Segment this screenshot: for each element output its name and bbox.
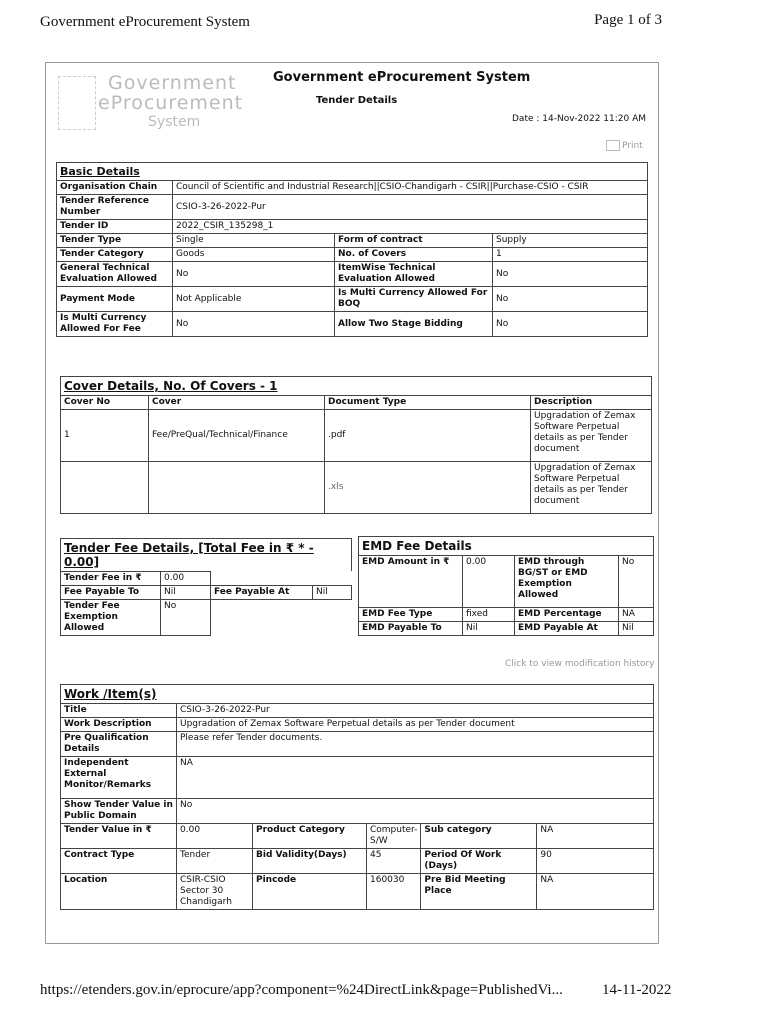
subcat-value: NA	[537, 824, 654, 849]
emd-fee-heading: EMD Fee Details	[358, 536, 654, 555]
fee-label: Tender Fee in ₹	[61, 572, 161, 586]
printer-icon	[606, 140, 620, 151]
page-header-site: Government eProcurement System	[40, 14, 250, 30]
table-row	[61, 586, 352, 600]
emd-payat-label: EMD Payable At	[515, 622, 619, 636]
table-row	[61, 874, 654, 910]
pincode-label: Pincode	[253, 874, 367, 910]
tender-fee-heading: Tender Fee Details, [Total Fee in ₹ * - 0.00]	[60, 538, 352, 571]
cover-details-section	[60, 376, 652, 514]
tender-fee-section	[60, 538, 352, 636]
table-row	[61, 600, 352, 636]
category-label: Tender Category	[57, 248, 173, 262]
fee-payat-label: Fee Payable At	[211, 586, 313, 600]
type-label: Tender Type	[57, 234, 173, 248]
table-row	[61, 799, 654, 824]
period-label: Period Of Work (Days)	[421, 849, 537, 874]
table-row	[57, 312, 648, 337]
table-row	[57, 248, 648, 262]
iwte-value: No	[493, 262, 648, 287]
tender-value-label: Tender Value in ₹	[61, 824, 177, 849]
location-value: CSIR-CSIO Sector 30 Chandigarh	[177, 874, 253, 910]
page-number: Page 1 of 3	[594, 12, 662, 28]
emd-type-value: fixed	[463, 608, 515, 622]
emd-through-value: No	[619, 556, 654, 608]
emblem-icon	[58, 76, 96, 130]
table-header-row	[61, 396, 652, 410]
fee-exempt-label: Tender Fee Exemption Allowed	[61, 600, 161, 636]
prebid-value: NA	[537, 874, 654, 910]
emd-fee-section	[358, 536, 654, 636]
table-row	[61, 718, 654, 732]
mcfee-label: Is Multi Currency Allowed For Fee	[57, 312, 173, 337]
gte-label: General Technical Evaluation Allowed	[57, 262, 173, 287]
table-row	[57, 262, 648, 287]
type-value: Single	[173, 234, 335, 248]
pincode-value: 160030	[367, 874, 421, 910]
show-value-value: No	[177, 799, 654, 824]
cover-details-table	[60, 395, 652, 514]
col-cover: Cover	[149, 396, 325, 410]
table-row	[57, 181, 648, 195]
cover-no-cell	[61, 462, 149, 514]
period-value: 90	[537, 849, 654, 874]
contract-value: Supply	[493, 234, 648, 248]
fee-payat-value: Nil	[313, 586, 352, 600]
cover-cell: Fee/PreQual/Technical/Finance	[149, 410, 325, 462]
logo-line-1: Government	[108, 72, 237, 94]
emd-payto-label: EMD Payable To	[359, 622, 463, 636]
ref-value: CSIO-3-26-2022-Pur	[173, 195, 648, 220]
location-label: Location	[61, 874, 177, 910]
report-date: Date : 14-Nov-2022 11:20 AM	[512, 114, 647, 124]
work-desc-value: Upgradation of Zemax Software Perpetual details as per Tender document	[177, 718, 654, 732]
table-row	[359, 608, 654, 622]
col-description: Description	[531, 396, 652, 410]
page-subtitle: Tender Details	[316, 95, 398, 106]
work-desc-label: Work Description	[61, 718, 177, 732]
table-row	[61, 849, 654, 874]
fee-value: 0.00	[161, 572, 211, 586]
bidval-value: 45	[367, 849, 421, 874]
ctype-label: Contract Type	[61, 849, 177, 874]
logo-line-3: System	[148, 114, 201, 130]
mcboq-label: Is Multi Currency Allowed For BOQ	[335, 287, 493, 312]
table-row	[57, 234, 648, 248]
table-row	[61, 704, 654, 718]
footer-url: https://etenders.gov.in/eprocure/app?component=%24DirectLink&page=PublishedVi...	[40, 982, 563, 998]
title-value: CSIO-3-26-2022-Pur	[177, 704, 654, 718]
basic-details-heading: Basic Details	[56, 162, 648, 180]
emd-type-label: EMD Fee Type	[359, 608, 463, 622]
doc-type-cell: .xls	[325, 462, 531, 514]
table-row	[61, 572, 352, 586]
ref-label: Tender Reference Number	[57, 195, 173, 220]
fee-exempt-value: No	[161, 600, 211, 636]
subcat-label: Sub category	[421, 824, 537, 849]
tender-value-value: 0.00	[177, 824, 253, 849]
tender-fee-table	[60, 571, 352, 636]
table-row	[359, 622, 654, 636]
table-row	[61, 824, 654, 849]
cover-no-cell: 1	[61, 410, 149, 462]
page-title: Government eProcurement System	[273, 70, 531, 85]
prodcat-label: Product Category	[253, 824, 367, 849]
cover-details-heading: Cover Details, No. Of Covers - 1	[60, 376, 652, 395]
logo-line-2: eProcurement	[98, 92, 244, 114]
ctype-value: Tender	[177, 849, 253, 874]
work-items-table	[60, 703, 654, 910]
twostage-value: No	[493, 312, 648, 337]
emd-payat-value: Nil	[619, 622, 654, 636]
gte-value: No	[173, 262, 335, 287]
work-items-section	[60, 684, 654, 910]
basic-details-section	[56, 162, 648, 337]
cover-cell	[149, 462, 325, 514]
emd-fee-table	[358, 555, 654, 636]
prodcat-value: Computer-S/W	[367, 824, 421, 849]
col-doc-type: Document Type	[325, 396, 531, 410]
fee-payto-label: Fee Payable To	[61, 586, 161, 600]
emd-pct-label: EMD Percentage	[515, 608, 619, 622]
emd-amount-label: EMD Amount in ₹	[359, 556, 463, 608]
show-value-label: Show Tender Value in Public Domain	[61, 799, 177, 824]
id-label: Tender ID	[57, 220, 173, 234]
table-row	[61, 462, 652, 514]
gepnic-logo	[58, 72, 258, 134]
monitor-label: Independent External Monitor/Remarks	[61, 757, 177, 799]
payment-label: Payment Mode	[57, 287, 173, 312]
doc-type-cell: .pdf	[325, 410, 531, 462]
iwte-label: ItemWise Technical Evaluation Allowed	[335, 262, 493, 287]
title-label: Title	[61, 704, 177, 718]
prebid-label: Pre Bid Meeting Place	[421, 874, 537, 910]
emd-amount-value: 0.00	[463, 556, 515, 608]
description-cell: Upgradation of Zemax Software Perpetual details as per Tender document	[531, 410, 652, 462]
monitor-value: NA	[177, 757, 654, 799]
fee-payto-value: Nil	[161, 586, 211, 600]
preq-label: Pre Qualification Details	[61, 732, 177, 757]
table-row	[57, 195, 648, 220]
mcfee-value: No	[173, 312, 335, 337]
covers-label: No. of Covers	[335, 248, 493, 262]
mcboq-value: No	[493, 287, 648, 312]
basic-details-table	[56, 180, 648, 337]
payment-value: Not Applicable	[173, 287, 335, 312]
org-label: Organisation Chain	[57, 181, 173, 195]
org-value: Council of Scientific and Industrial Research||CSIO-Chandigarh - CSIR||Purchase-CSIO - CSIR	[173, 181, 648, 195]
emd-through-label: EMD through BG/ST or EMD Exemption Allowed	[515, 556, 619, 608]
table-row	[359, 556, 654, 608]
table-row	[61, 732, 654, 757]
emd-payto-value: Nil	[463, 622, 515, 636]
preq-value: Please refer Tender documents.	[177, 732, 654, 757]
print-link[interactable]	[606, 140, 643, 151]
description-cell: Upgradation of Zemax Software Perpetual details as per Tender document	[531, 462, 652, 514]
modification-history-link[interactable]: Click to view modification history	[505, 659, 655, 669]
col-cover-no: Cover No	[61, 396, 149, 410]
id-value: 2022_CSIR_135298_1	[173, 220, 648, 234]
print-label: Print	[622, 141, 643, 151]
twostage-label: Allow Two Stage Bidding	[335, 312, 493, 337]
table-row	[61, 410, 652, 462]
covers-value: 1	[493, 248, 648, 262]
bidval-label: Bid Validity(Days)	[253, 849, 367, 874]
table-row	[57, 220, 648, 234]
footer-date: 14-11-2022	[602, 982, 672, 998]
table-row	[61, 757, 654, 799]
contract-label: Form of contract	[335, 234, 493, 248]
table-row	[57, 287, 648, 312]
emd-pct-value: NA	[619, 608, 654, 622]
category-value: Goods	[173, 248, 335, 262]
work-items-heading: Work /Item(s)	[60, 684, 654, 703]
